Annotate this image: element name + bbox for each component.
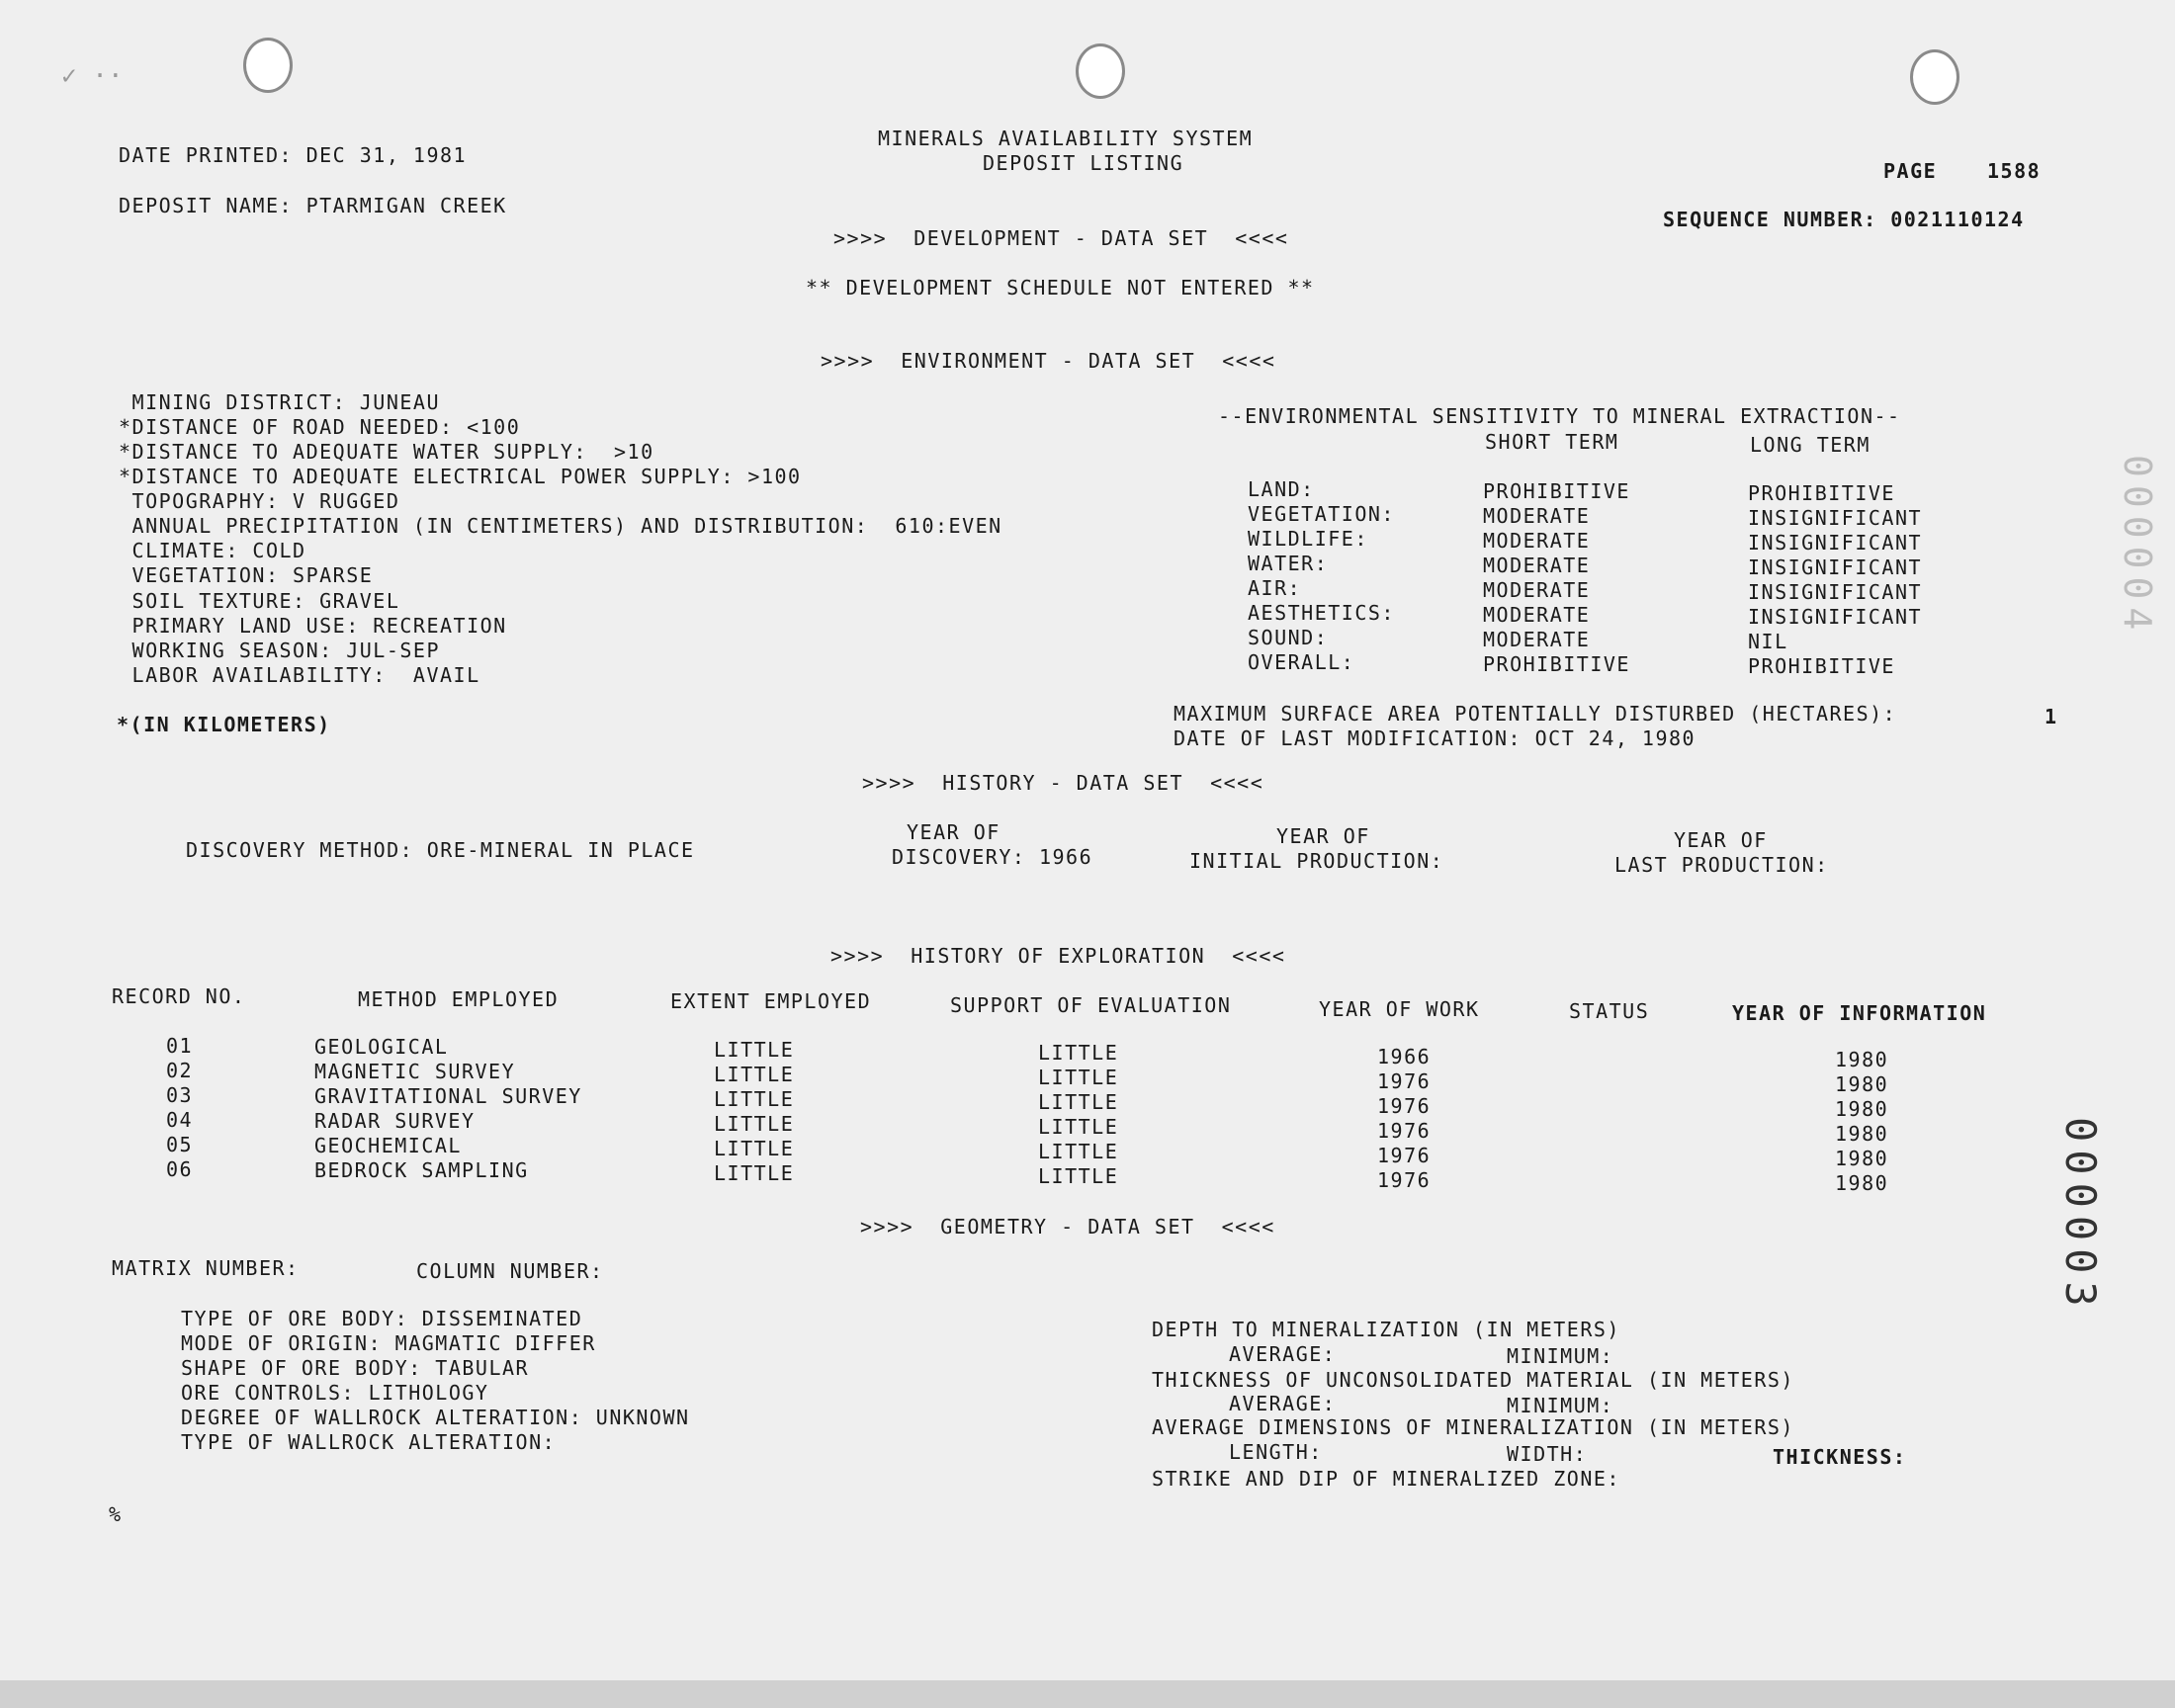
environment-line: PRIMARY LAND USE: RECREATION (119, 614, 507, 638)
sensitivity-short-term: MODERATE (1483, 603, 1591, 627)
environment-line: MINING DISTRICT: JUNEAU (119, 390, 440, 414)
thickness-title: THICKNESS OF UNCONSOLIDATED MATERIAL (IN METERS) (1152, 1368, 1794, 1392)
depth-minimum: MINIMUM: (1507, 1344, 1614, 1368)
max-surface-label: MAXIMUM SURFACE AREA POTENTIALLY DISTURBED (HECTARES): (1174, 702, 1897, 726)
environment-line: LABOR AVAILABILITY: AVAIL (119, 663, 480, 687)
year-of-discovery-label: YEAR OF (907, 820, 1000, 844)
km-footnote: *(IN KILOMETERS) (117, 713, 331, 736)
column-header: EXTENT EMPLOYED (670, 989, 872, 1013)
sensitivity-factor: SOUND: (1248, 626, 1329, 649)
year-of-information: 1980 (1835, 1122, 1889, 1146)
frame-number-stamp: 000003 (2056, 1117, 2105, 1315)
year-of-work: 1976 (1377, 1094, 1432, 1118)
environment-line: *DISTANCE TO ADEQUATE WATER SUPPLY: >10 (119, 440, 654, 464)
method-employed: GEOCHEMICAL (314, 1134, 462, 1157)
sensitivity-short-term: MODERATE (1483, 529, 1591, 553)
sensitivity-long-term: INSIGNIFICANT (1748, 580, 1923, 604)
record-number: 06 (166, 1157, 194, 1181)
support-of-evaluation: LITTLE (1038, 1164, 1119, 1188)
punch-hole-right (1910, 49, 1959, 105)
punch-hole-left (243, 38, 293, 93)
year-of-work: 1976 (1377, 1069, 1432, 1093)
sensitivity-long-term: NIL (1748, 630, 1788, 653)
sensitivity-short-term: MODERATE (1483, 504, 1591, 528)
column-header: YEAR OF WORK (1319, 997, 1480, 1021)
geometry-line: DEGREE OF WALLROCK ALTERATION: UNKNOWN (181, 1406, 690, 1429)
column-header: YEAR OF INFORMATION (1732, 1001, 1987, 1025)
sequence-number: SEQUENCE NUMBER: 0021110124 (1663, 208, 2025, 231)
year-of-initial-label: YEAR OF (1276, 824, 1370, 848)
length-label: LENGTH: (1229, 1440, 1323, 1464)
method-employed: BEDROCK SAMPLING (314, 1158, 529, 1182)
record-number: 05 (166, 1133, 194, 1156)
geometry-line: MODE OF ORIGIN: MAGMATIC DIFFER (181, 1331, 596, 1355)
sensitivity-factor: AIR: (1248, 576, 1302, 600)
extent-employed: LITTLE (714, 1063, 795, 1086)
listing-title: DEPOSIT LISTING (983, 151, 1184, 175)
support-of-evaluation: LITTLE (1038, 1115, 1119, 1139)
discovery-method: DISCOVERY METHOD: ORE-MINERAL IN PLACE (186, 838, 695, 862)
geometry-line: TYPE OF ORE BODY: DISSEMINATED (181, 1307, 583, 1330)
method-employed: RADAR SURVEY (314, 1109, 476, 1133)
page-label: PAGE (1883, 159, 1938, 183)
sensitivity-title: --ENVIRONMENTAL SENSITIVITY TO MINERAL EXTRACTION-- (1218, 404, 1901, 428)
initial-production: INITIAL PRODUCTION: (1189, 849, 1444, 873)
short-term-header: SHORT TERM (1485, 430, 1619, 454)
faint-frame-stamp: 000004 (2116, 455, 2159, 639)
max-surface-value: 1 (2044, 705, 2058, 728)
history-section-title: >>>> HISTORY - DATA SET <<<< (862, 771, 1264, 795)
record-number: 03 (166, 1083, 194, 1107)
support-of-evaluation: LITTLE (1038, 1090, 1119, 1114)
year-of-last-label: YEAR OF (1674, 828, 1768, 852)
scan-edge (0, 1680, 2175, 1708)
sensitivity-factor: WATER: (1248, 552, 1329, 575)
discovery-year: DISCOVERY: 1966 (892, 845, 1093, 869)
sensitivity-short-term: PROHIBITIVE (1483, 479, 1630, 503)
year-of-information: 1980 (1835, 1048, 1889, 1071)
thickness-minimum: MINIMUM: (1507, 1394, 1614, 1417)
environment-line: *DISTANCE TO ADEQUATE ELECTRICAL POWER SUPPLY: >100 (119, 465, 802, 488)
last-modification: DATE OF LAST MODIFICATION: OCT 24, 1980 (1174, 726, 1696, 750)
sensitivity-short-term: MODERATE (1483, 578, 1591, 602)
sensitivity-factor: OVERALL: (1248, 650, 1355, 674)
last-production: LAST PRODUCTION: (1614, 853, 1829, 877)
support-of-evaluation: LITTLE (1038, 1140, 1119, 1163)
environment-line: WORKING SEASON: JUL-SEP (119, 639, 440, 662)
sensitivity-factor: WILDLIFE: (1248, 527, 1368, 551)
sensitivity-long-term: INSIGNIFICANT (1748, 531, 1923, 555)
environment-line: *DISTANCE OF ROAD NEEDED: <100 (119, 415, 521, 439)
extent-employed: LITTLE (714, 1038, 795, 1062)
sensitivity-long-term: INSIGNIFICANT (1748, 506, 1923, 530)
percent-mark: % (109, 1502, 123, 1526)
column-number: COLUMN NUMBER: (416, 1259, 604, 1283)
column-header: METHOD EMPLOYED (358, 987, 560, 1011)
method-employed: GRAVITATIONAL SURVEY (314, 1084, 582, 1108)
sensitivity-short-term: PROHIBITIVE (1483, 652, 1630, 676)
punch-hole-center (1076, 43, 1125, 99)
support-of-evaluation: LITTLE (1038, 1066, 1119, 1089)
environment-line: CLIMATE: COLD (119, 539, 306, 562)
environment-line: TOPOGRAPHY: V RUGGED (119, 489, 400, 513)
extent-employed: LITTLE (714, 1161, 795, 1185)
column-header: SUPPORT OF EVALUATION (950, 993, 1232, 1017)
environment-line: SOIL TEXTURE: GRAVEL (119, 589, 400, 613)
scratch-mark: ✓ ·· (61, 61, 124, 91)
geometry-section-title: >>>> GEOMETRY - DATA SET <<<< (860, 1215, 1275, 1238)
development-note: ** DEVELOPMENT SCHEDULE NOT ENTERED ** (806, 276, 1315, 299)
sensitivity-factor: AESTHETICS: (1248, 601, 1395, 625)
record-number: 01 (166, 1034, 194, 1058)
sensitivity-long-term: INSIGNIFICANT (1748, 555, 1923, 579)
sensitivity-long-term: INSIGNIFICANT (1748, 605, 1923, 629)
sensitivity-long-term: PROHIBITIVE (1748, 654, 1895, 678)
year-of-work: 1976 (1377, 1168, 1432, 1192)
dimensions-title: AVERAGE DIMENSIONS OF MINERALIZATION (IN METERS) (1152, 1415, 1794, 1439)
development-section-title: >>>> DEVELOPMENT - DATA SET <<<< (833, 226, 1289, 250)
method-employed: GEOLOGICAL (314, 1035, 449, 1059)
year-of-work: 1976 (1377, 1144, 1432, 1167)
sensitivity-short-term: MODERATE (1483, 628, 1591, 651)
extent-employed: LITTLE (714, 1087, 795, 1111)
exploration-section-title: >>>> HISTORY OF EXPLORATION <<<< (830, 944, 1286, 968)
extent-employed: LITTLE (714, 1112, 795, 1136)
year-of-information: 1980 (1835, 1097, 1889, 1121)
year-of-information: 1980 (1835, 1072, 1889, 1096)
long-term-header: LONG TERM (1750, 433, 1870, 457)
sensitivity-factor: VEGETATION: (1248, 502, 1395, 526)
column-header: STATUS (1569, 999, 1650, 1023)
year-of-work: 1966 (1377, 1045, 1432, 1068)
page-number: 1588 (1987, 159, 2042, 183)
record-number: 02 (166, 1059, 194, 1082)
environment-line: ANNUAL PRECIPITATION (IN CENTIMETERS) AND DISTRIBUTION: 610:EVEN (119, 514, 1002, 538)
depth-average: AVERAGE: (1229, 1342, 1337, 1366)
extent-employed: LITTLE (714, 1137, 795, 1160)
year-of-information: 1980 (1835, 1147, 1889, 1170)
thickness-average: AVERAGE: (1229, 1392, 1337, 1415)
geometry-line: ORE CONTROLS: LITHOLOGY (181, 1381, 489, 1405)
year-of-information: 1980 (1835, 1171, 1889, 1195)
column-header: RECORD NO. (112, 984, 246, 1008)
deposit-name: DEPOSIT NAME: PTARMIGAN CREEK (119, 194, 507, 217)
environment-section-title: >>>> ENVIRONMENT - DATA SET <<<< (821, 349, 1276, 373)
geometry-line: TYPE OF WALLROCK ALTERATION: (181, 1430, 557, 1454)
thickness-label: THICKNESS: (1773, 1445, 1907, 1469)
sensitivity-short-term: MODERATE (1483, 554, 1591, 577)
strike-dip: STRIKE AND DIP OF MINERALIZED ZONE: (1152, 1467, 1620, 1491)
sensitivity-factor: LAND: (1248, 477, 1315, 501)
year-of-work: 1976 (1377, 1119, 1432, 1143)
depth-title: DEPTH TO MINERALIZATION (IN METERS) (1152, 1318, 1620, 1341)
matrix-number: MATRIX NUMBER: (112, 1256, 300, 1280)
record-number: 04 (166, 1108, 194, 1132)
method-employed: MAGNETIC SURVEY (314, 1060, 516, 1083)
environment-line: VEGETATION: SPARSE (119, 563, 374, 587)
width-label: WIDTH: (1507, 1442, 1588, 1466)
system-title: MINERALS AVAILABILITY SYSTEM (878, 127, 1254, 150)
date-printed: DATE PRINTED: DEC 31, 1981 (119, 143, 468, 167)
sensitivity-long-term: PROHIBITIVE (1748, 481, 1895, 505)
support-of-evaluation: LITTLE (1038, 1041, 1119, 1065)
geometry-line: SHAPE OF ORE BODY: TABULAR (181, 1356, 530, 1380)
